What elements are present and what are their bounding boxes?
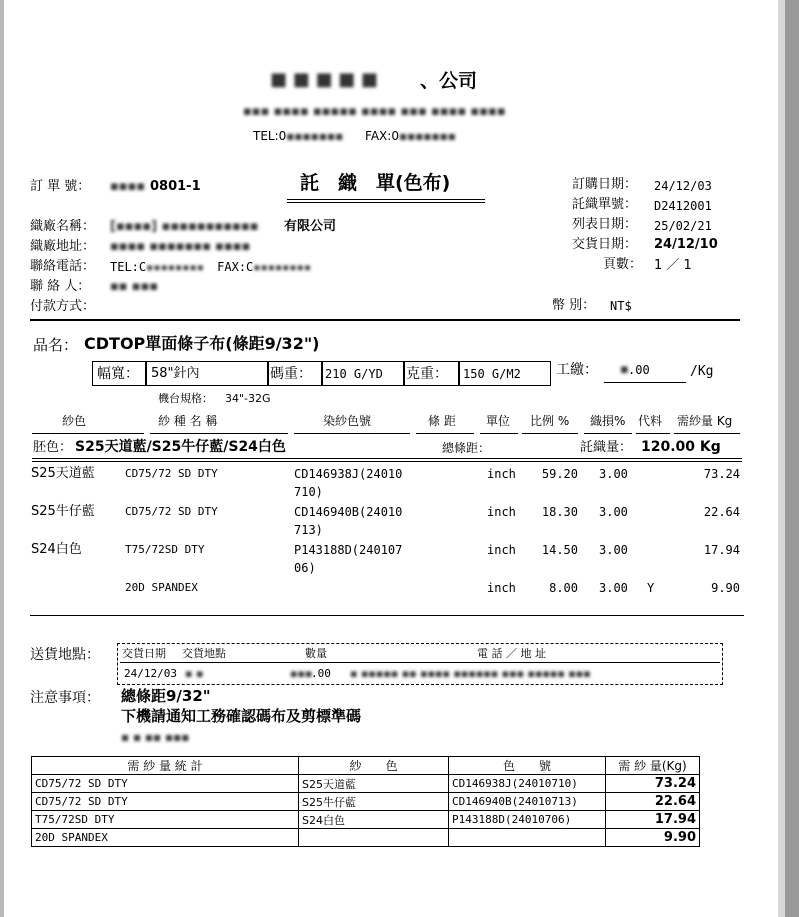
yarn-type: CD75/72 SD DTY [125,467,218,480]
hdr-line-9 [674,433,740,434]
delivery-header-place: 交貨地點 [182,647,226,660]
yarn-ratio: 18.30 [541,505,578,519]
window-right-edge [785,0,799,917]
yarn-unit: inch [487,581,516,595]
summary-header-yarn: 需 紗 量 統 計 [32,757,299,775]
factory-addr-redacted: ▪▪▪▪ ▪▪▪▪▪▪▪ ▪▪▪▪ [110,239,251,254]
col-header-dye: 染紗色號 [323,414,372,428]
yard-label: 碼重： [270,366,312,382]
delivery-header-phone: 電 話 ／ 地 址 [477,647,546,660]
delivery-row-qty-redacted: ▪▪▪ [290,667,313,680]
col-header-color: 紗色 [62,414,87,428]
yarn-color: S25天道藍 [31,466,95,481]
yarn-kg: 9.90 [711,581,740,595]
notes-line-2: 下機請通知工務確認碼布及剪標準碼 [121,707,362,725]
yarn-loss: 3.00 [599,467,628,481]
phone-tel: TEL:C [110,260,147,274]
order-date: 24/12/03 [654,179,712,193]
notes-label: 注意事項： [30,690,100,706]
hdr-line-6 [522,433,578,434]
print-date-label: 列表日期： [572,217,638,232]
yarn-ratio: 14.50 [541,543,578,557]
payment-label: 付款方式： [30,299,96,314]
yarn-ratio: 8.00 [549,581,578,595]
yarn-loss: 3.00 [599,543,628,557]
title-underline-2 [287,202,485,203]
order-no-redacted: ▪▪▪▪ [110,179,146,194]
spec-divider-1 [145,361,147,386]
gram-label: 克重： [406,366,448,382]
width-label: 幅寬： [97,366,139,382]
yarn-dye-1: CD146940B(24010 [294,505,403,519]
summary-qty: 9.90 [606,829,700,847]
base-color-value: S25天道藍/S25牛仔藍/S24白色 [75,439,286,455]
weave-qty-label: 託織量： [580,440,633,455]
company-name: 、公司 [420,70,478,92]
fee-value: .00 [628,363,650,377]
base-color-label: 胚色： [33,440,73,455]
yarn-color: S25牛仔藍 [31,504,95,519]
yarn-dye-2: 06) [294,561,316,575]
hdr-line-8 [636,433,670,434]
yarn-loss: 3.00 [599,505,628,519]
pages: 1 ／ 1 [654,258,692,273]
tel-label: TEL:0 [253,129,287,143]
product-name: CDTOP單面條子布(條距9/32") [84,334,320,353]
machine-value: 34"-32G [225,392,271,405]
col-header-sub: 代料 [638,414,663,428]
delivery-header-line [120,662,720,663]
gram-value: 150 G/M2 [463,367,521,381]
delivery-date: 24/12/10 [654,237,718,252]
summary-row [32,775,700,793]
summary-header-color: 紗 色 [299,757,449,775]
summary-yarn: CD75/72 SD DTY [32,793,299,811]
yarn-unit: inch [487,543,516,557]
yarn-color: S24白色 [31,542,82,557]
weave-qty-value: 120.00 Kg [641,439,721,455]
col-header-loss: 織損% [590,414,626,428]
phone-value [110,259,311,275]
summary-code: CD146938J(24010710) [449,775,606,793]
total-stripe-label: 總條距： [442,441,491,455]
summary-code: P143188D(24010706) [449,811,606,829]
summary-header-code: 色 號 [449,757,606,775]
fee-underline [604,382,686,383]
weave-no: D2412001 [654,199,712,213]
delivery-date-label: 交貨日期： [572,237,638,252]
color-row-line-1 [32,458,742,459]
yarn-dye-1: P143188D(240107 [294,543,403,557]
factory-addr-label: 織廠地址： [30,239,96,254]
yarn-kg: 17.94 [703,543,740,557]
weave-no-label: 託織單號： [572,197,638,212]
title-underline-1 [287,199,485,200]
summary-yarn: 20D SPANDEX [32,829,299,847]
fax-redacted: ▪▪▪▪▪▪▪ [398,129,456,143]
summary-qty: 17.94 [606,811,700,829]
fee-label: 工繳： [556,362,598,378]
summary-row [32,829,700,847]
page-shadow [778,0,785,917]
col-header-stripe: 條 距 [428,414,456,428]
col-header-kg: 需紗量 Kg [677,414,733,428]
currency-label: 幣 別： [552,298,596,313]
hdr-line-3 [294,433,410,434]
col-header-yarn: 紗 種 名 稱 [158,414,218,428]
notes-line-3-redacted: ▪ ▪ ▪▪ ▪▪▪ [121,730,190,744]
factory-name-label: 織廠名稱： [30,219,96,234]
hdr-line-1 [32,433,144,434]
summary-row [32,793,700,811]
color-row-line-2 [32,461,742,462]
phone-fax-redacted: ▪▪▪▪▪▪▪▪ [253,260,312,274]
fee-redacted: ▪ [620,362,629,377]
spec-divider-5 [458,361,460,386]
contact-label: 聯 絡 人： [30,279,91,294]
phone-tel-redacted: ▪▪▪▪▪▪▪▪ [146,260,204,274]
window-left-edge [0,0,4,917]
yarn-unit: inch [487,505,516,519]
summary-header-qty: 需 紗 量(Kg) [606,757,700,775]
delivery-row-qty: .00 [311,667,331,680]
company-name-redacted: ■ ■ ■ ■ ■ [270,69,378,90]
company-address-redacted: ▪▪▪ ▪▪▪▪ ▪▪▪▪▪ ▪▪▪▪ ▪▪▪ ▪▪▪▪ ▪▪▪▪ [243,104,506,119]
order-no-label: 訂 單 號： [30,179,91,194]
summary-yarn: T75/72SD DTY [32,811,299,829]
notes-line-1: 總條距9/32" [121,687,211,705]
yarn-type: 20D SPANDEX [125,581,198,594]
phone-fax: FAX:C [217,260,254,274]
yarn-dye-2: 713) [294,523,323,537]
yarn-ratio: 59.20 [541,467,578,481]
yarn-kg: 73.24 [703,467,740,481]
hdr-line-7 [584,433,632,434]
summary-color: S24白色 [299,811,449,829]
col-header-ratio: 比例 % [530,414,570,428]
yarn-loss: 3.00 [599,581,628,595]
yarn-type: T75/72SD DTY [125,543,205,556]
yarn-kg: 22.64 [703,505,740,519]
width-value: 58"針內 [151,366,200,381]
delivery-header-qty: 數量 [305,647,327,660]
yarn-table-bottom [30,615,744,616]
yarn-dye-1: CD146938J(24010 [294,467,403,481]
print-date: 25/02/21 [654,219,712,233]
delivery-row-place-redacted: ▪ ▪ [185,667,204,680]
hdr-line-4 [416,433,474,434]
summary-color: S25牛仔藍 [299,793,449,811]
pages-label: 頁數： [603,257,643,272]
spec-divider-4 [403,361,405,386]
yarn-type: CD75/72 SD DTY [125,505,218,518]
summary-color: S25天道藍 [299,775,449,793]
summary-header-row [32,757,700,775]
contact-redacted: ▪▪ ▪▪▪ [110,279,159,294]
document-title: 託 織 單(色布) [300,172,451,194]
fax-label: FAX:0 [365,129,399,143]
summary-code [449,829,606,847]
summary-yarn: CD75/72 SD DTY [32,775,299,793]
hdr-line-5 [480,433,518,434]
delivery-label: 送貨地點： [30,647,100,663]
factory-name-value: 有限公司 [284,219,337,234]
machine-label: 機台規格： [158,392,213,405]
product-name-label: 品名： [33,336,79,354]
yard-value: 210 G/YD [325,367,383,381]
currency-value: NT$ [610,299,632,313]
company-tel-fax [253,128,456,144]
summary-qty: 73.24 [606,775,700,793]
yarn-summary-table [31,756,700,847]
fee-unit: /Kg [690,364,714,379]
spec-divider-2 [267,361,269,386]
summary-row [32,811,700,829]
hdr-line-2 [150,433,288,434]
col-header-unit: 單位 [486,414,511,428]
summary-qty: 22.64 [606,793,700,811]
spec-divider-3 [321,361,323,386]
header-divider [30,319,740,321]
yarn-dye-2: 710) [294,485,323,499]
delivery-row-address-redacted: ▪ ▪▪▪▪▪ ▪▪ ▪▪▪▪ ▪▪▪▪▪▪ ▪▪▪ ▪▪▪▪▪ ▪▪▪ [350,667,591,680]
yarn-unit: inch [487,467,516,481]
order-no-value: 0801-1 [150,179,201,194]
tel-redacted: ▪▪▪▪▪▪▪ [286,129,344,143]
yarn-sub: Y [647,581,655,595]
summary-color [299,829,449,847]
delivery-row-date: 24/12/03 [124,667,177,680]
summary-code: CD146940B(24010713) [449,793,606,811]
factory-name-redacted: [▪▪▪▪] ▪▪▪▪▪▪▪▪▪▪▪ [110,219,259,234]
delivery-header-date: 交貨日期 [122,647,166,660]
order-date-label: 訂購日期： [572,177,638,192]
phone-label: 聯絡電話： [30,259,96,274]
